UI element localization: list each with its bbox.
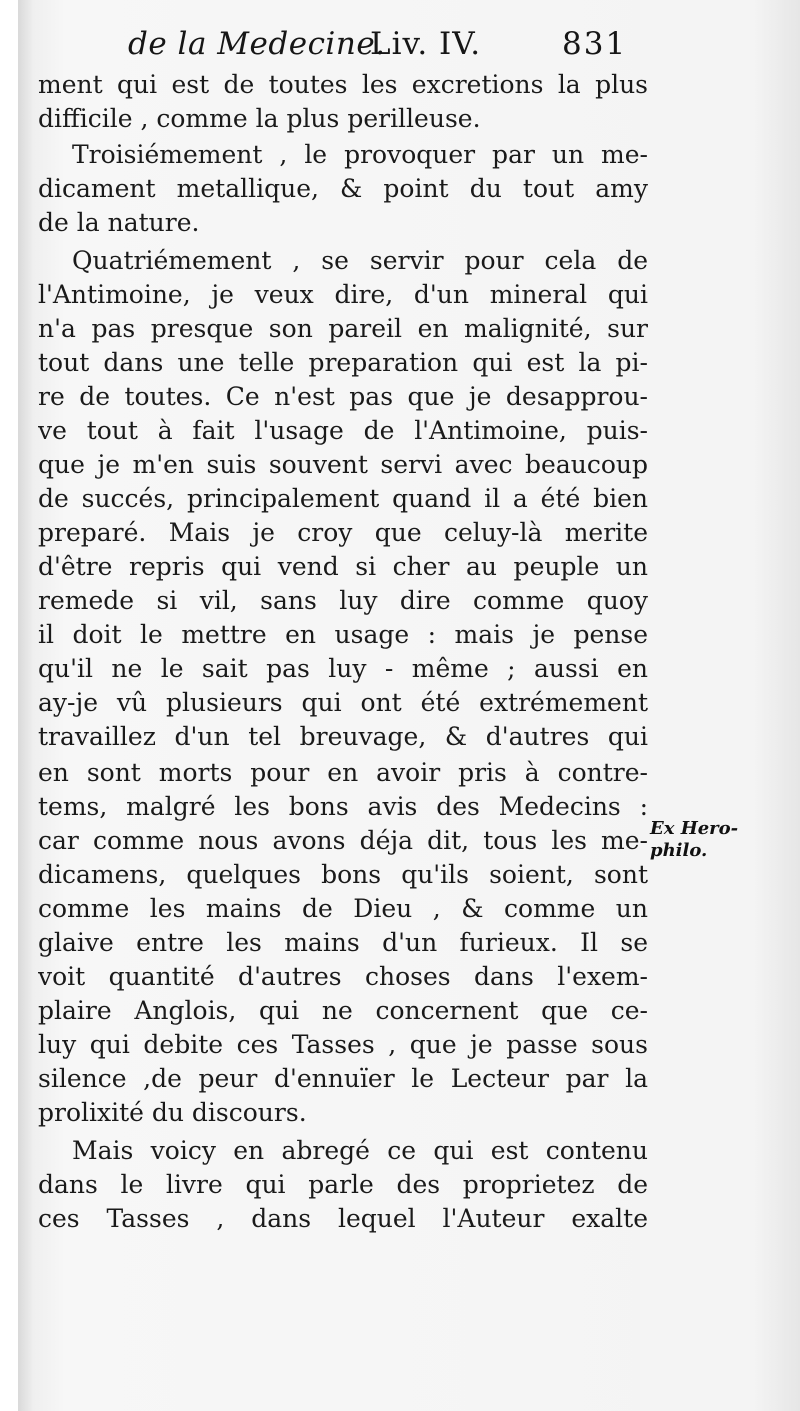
text-line: plaire Anglois, qui ne concernent que ce- xyxy=(38,996,648,1025)
text-line: re de toutes. Ce n'est pas que je desapprou- xyxy=(38,382,648,411)
text-line: silence ,de peur d'ennuïer le Lecteur par la xyxy=(38,1064,648,1093)
text-line: d'être repris qui vend si cher au peuple un xyxy=(38,552,648,581)
page-number: 831 xyxy=(562,26,628,62)
text-line: ve tout à fait l'usage de l'Antimoine, puis- xyxy=(38,416,648,445)
text-line: voit quantité d'autres choses dans l'exem- xyxy=(38,962,648,991)
running-title: de la Medecine. xyxy=(128,26,386,62)
text-line: preparé. Mais je croy que celuy-là merite xyxy=(38,518,648,547)
text-line: tout dans une telle preparation qui est la pi- xyxy=(38,348,648,377)
text-line: tems, malgré les bons avis des Medecins : xyxy=(38,792,648,821)
text-line: Troisiémement , le provoquer par un me- xyxy=(72,140,648,169)
text-line: difficile , comme la plus perilleuse. xyxy=(38,104,481,133)
margin-note xyxy=(650,818,738,862)
text-line: prolixité du discours. xyxy=(38,1098,307,1127)
text-line: ces Tasses , dans lequel l'Auteur exalte xyxy=(38,1204,648,1233)
text-line: remede si vil, sans luy dire comme quoy xyxy=(38,586,648,615)
text-line: dans le livre qui parle des proprietez de xyxy=(38,1170,648,1199)
text-line: Mais voicy en abregé ce qui est contenu xyxy=(72,1136,648,1165)
text-line: glaive entre les mains d'un furieux. Il se xyxy=(38,928,648,957)
text-line: dicament metallique, & point du tout amy xyxy=(38,174,648,203)
text-line: ment qui est de toutes les excretions la plus xyxy=(38,70,648,99)
text-line: ay-je vû plusieurs qui ont été extrémement xyxy=(38,688,648,717)
text-line: luy qui debite ces Tasses , que je passe sous xyxy=(38,1030,648,1059)
text-line: travaillez d'un tel breuvage, & d'autres qui xyxy=(38,722,648,751)
page-header xyxy=(18,18,800,68)
text-line: n'a pas presque son pareil en malignité, sur xyxy=(38,314,648,343)
margin-note-line: Ex Hero- xyxy=(650,818,739,839)
text-line: de succés, principalement quand il a été bien xyxy=(38,484,648,513)
text-line: car comme nous avons déja dit, tous les me- xyxy=(38,826,648,855)
text-line: dicamens, quelques bons qu'ils soient, sont xyxy=(38,860,648,889)
text-line: qu'il ne le sait pas luy - même ; aussi en xyxy=(38,654,648,683)
text-line: que je m'en suis souvent servi avec beaucoup xyxy=(38,450,648,479)
book-reference: Liv. IV. xyxy=(370,26,482,62)
text-line: il doit le mettre en usage : mais je pense xyxy=(38,620,648,649)
book-page xyxy=(18,0,800,1411)
text-line: l'Antimoine, je veux dire, d'un mineral qui xyxy=(38,280,648,309)
text-line: en sont morts pour en avoir pris à contre- xyxy=(38,758,648,787)
margin-note-line: philo. xyxy=(650,840,708,861)
text-line: Quatriémement , se servir pour cela de xyxy=(72,246,648,275)
text-line: comme les mains de Dieu , & comme un xyxy=(38,894,648,923)
text-line: de la nature. xyxy=(38,208,200,237)
